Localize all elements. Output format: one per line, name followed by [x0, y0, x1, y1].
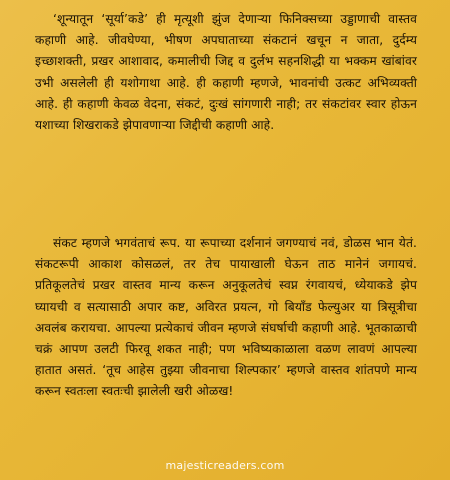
- blurb-paragraph-1: ‘शून्यातून ‘सूर्या’कडे’ ही मृत्यूशी झुंज देणाऱ्या फिनिक्सच्या उड्डाणाची वास्तव कहाणी आहे. जीवघेण्या, भीषण अपघाताच्या संकटानं खचून न जाता, दुर्दम्य इच्छाशक्ती, प्रखर आशावाद, कमालीची जिद्द व दुर्लभ सहनशिद्धी या भक्कम खांबांवर उभी असलेली ही यशोगाथा आहे. ही कहाणी म्हणजे, भावनांची उत्कट अभिव्यक्ती आहे. ही कहाणी केवळ वेदना, संकटं, दुःखं सांगणारी नाही; तर संकटांवर स्वार होऊन यशाच्या शिखराकडे झेपावणाऱ्या जिद्दीची कहाणी आहे.: [35, 12, 417, 133]
- watermark-text: majesticreaders.com: [165, 459, 285, 472]
- blurb-paragraph-2: संकट म्हणजे भगवंताचं रूप. या रूपाच्या दर्शनानं जगण्याचं नवं, डोळस भान येतं. संकटरूपी आकाश कोसळलं, तर तेच पायाखाली घेऊन ताठ मानेनं जगायचं. प्रतिकूलतेचं प्रखर वास्तव मान्य करून अनुकूलतेचं स्वप्न रंगवायचं, ध्येयाकडे झेप घ्यायची व सत्यासाठी अपार कष्ट, अविरत प्रयत्न, गो बियाँड फेल्युअर या त्रिसूत्रीचा अवलंब करायचा. आपल्या प्रत्येकाचं जीवन म्हणजे संघर्षाची कहाणी आहे. भूतकाळाची चक्रं आपण उलटी फिरवू शकत नाही; पण भविष्यकाळाला वळण लावणं आपल्या हातात असतं. ‘तूच आहेस तुझ्या जीवनाचा शिल्पकार’ म्हणजे वास्तव शांतपणे मान्य करून स्वतःला स्वतःची झालेली खरी ओळख!: [35, 236, 417, 399]
